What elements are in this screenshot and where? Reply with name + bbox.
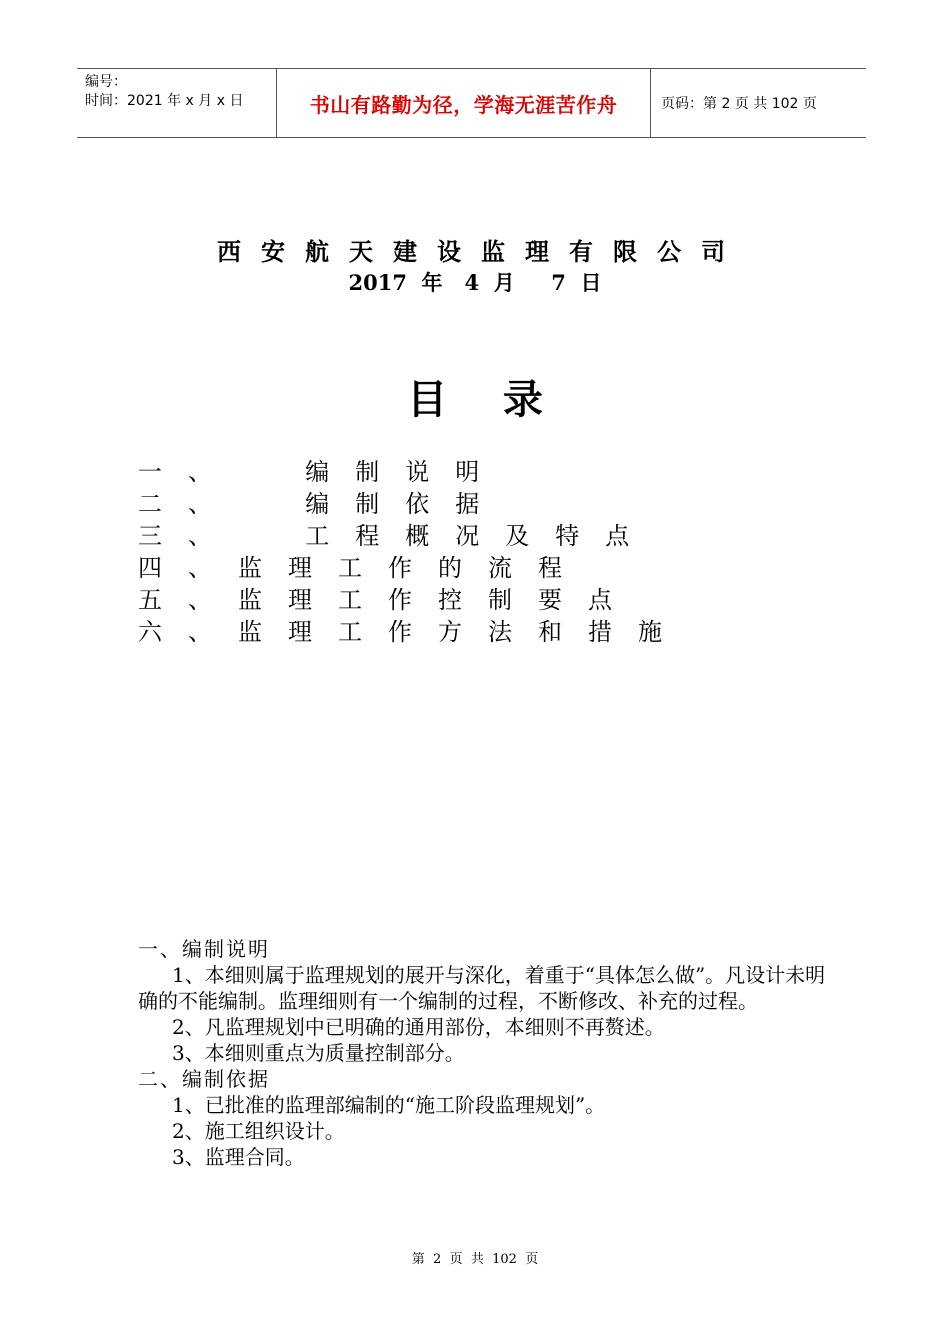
paragraph: 3、监理合同。 — [172, 1145, 305, 1169]
toc-item: 四、监理工作的流程 — [138, 554, 588, 582]
number-label: 编号： — [85, 74, 127, 90]
page-footer: 第 2 页 共 102 页 — [411, 1252, 539, 1267]
section-heading: 二、编制依据 — [138, 1067, 270, 1091]
header-page-label: 页码：第 2 页 共 102 页 — [661, 96, 817, 112]
table-of-contents — [138, 456, 688, 648]
toc-item: 二、 编制依据 — [138, 490, 506, 518]
paragraph: 2、施工组织设计。 — [172, 1119, 345, 1143]
header-meta — [77, 69, 277, 137]
header-motto: 书山有路勤为径，学海无涯苦作舟 — [277, 69, 651, 137]
document-date: 2017 年 4 月 7 日 — [348, 270, 602, 295]
section-heading: 一、编制说明 — [138, 937, 270, 961]
toc-item: 六、监理工作方法和措施 — [138, 618, 688, 646]
paragraph: 2、凡监理规划中已明确的通用部份，本细则不再赘述。 — [172, 1015, 665, 1039]
time-label: 时间：2021 年 x 月 x 日 — [85, 93, 244, 109]
header-table — [77, 68, 866, 138]
paragraph: 3、本细则重点为质量控制部分。 — [172, 1041, 465, 1065]
paragraph: 1、已批准的监理部编制的“施工阶段监理规划”。 — [172, 1093, 606, 1117]
company-name: 西安航天建设监理有限公司 — [217, 237, 745, 266]
toc-item: 三、 工程概况及特点 — [138, 522, 656, 550]
toc-title: 目 录 — [407, 376, 543, 423]
toc-item: 一、 编制说明 — [138, 458, 506, 486]
body-text — [138, 936, 838, 1170]
paragraph: 1、本细则属于监理规划的展开与深化，着重于“具体怎么做”。凡设计未明确的不能编制。监理细则有一个编制的过程，不断修改、补充的过程。 — [138, 963, 826, 1013]
toc-item: 五、监理工作控制要点 — [138, 586, 638, 614]
